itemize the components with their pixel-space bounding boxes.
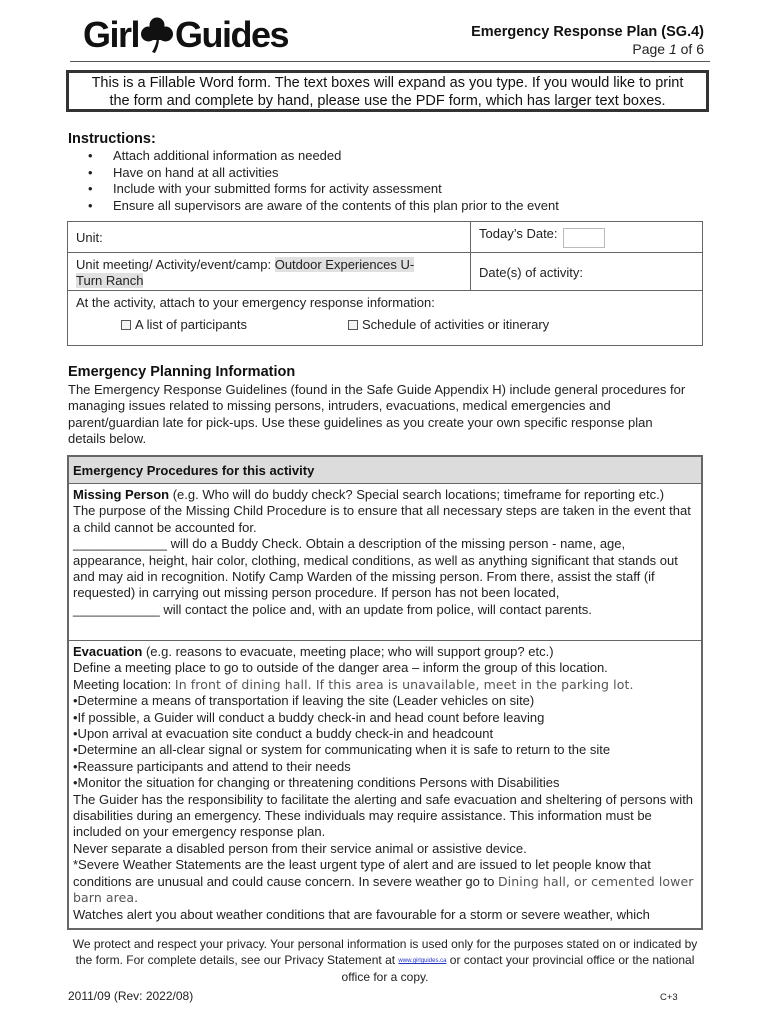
planning-heading: Emergency Planning Information (68, 364, 296, 380)
fillable-form-notice: This is a Fillable Word form. The text boxes will expand as you type. If you would like to print the form and complete by hand, please use the PDF form, which has larger text boxes. (66, 70, 709, 112)
document-title: Emergency Response Plan (SG.4) (471, 24, 704, 40)
meeting-location-label: Meeting location: (73, 676, 175, 692)
activity-value[interactable]: Outdoor Experiences U- (274, 257, 415, 272)
privacy-statement: We protect and respect your privacy. Your personal information is used only for the purposes stated on or indicated by the form. For complete details, see our Privacy Statement at www.girlguides.ca or contact your provincial office or the national office for a copy. (72, 937, 698, 984)
logo-text-guides: Guides (175, 14, 289, 55)
activity-field[interactable] (68, 253, 471, 291)
checkbox-icon[interactable] (348, 320, 358, 330)
bullet-icon: • (88, 197, 93, 213)
evacuation-title: Evacuation (73, 644, 143, 659)
bullet-icon: • (88, 148, 93, 163)
girl-guides-logo (83, 16, 288, 54)
evac-bullet: •Monitor the situation for changing or threatening conditions Persons with Disabilities (73, 775, 560, 791)
buddy-check-blank[interactable]: _____________ (73, 536, 167, 552)
girlguides-link[interactable]: www.girlguides.ca (398, 957, 447, 964)
evac-bullet: •If possible, a Guider will conduct a buddy check-in and head count before leaving (73, 709, 545, 725)
trefoil-icon (140, 16, 174, 54)
watches-text: Watches alert you about weather conditions that are favourable for a storm or severe weather, which (73, 906, 650, 922)
instructions-heading: Instructions: (68, 131, 156, 147)
bullet-icon: • (88, 181, 93, 196)
activity-info-table (67, 221, 703, 346)
missing-person-title: Missing Person (73, 487, 170, 502)
evacuation-section[interactable]: Evacuation (e.g. reasons to evacuate, meeting place; who will support group? etc.) Define a meeting place to go to outside of the danger area – inform the group of this location. Meeting location: In front of dining hall. If this area is unavailable, meet in the parking lot. •Determine a means of transportation if leaving the site (Leader vehicles on site) •If possible, a Guider will conduct a buddy check-in and head count before leaving •Upon arrival at evacuation site conduct a buddy check-in and headcount •Determine an all-clear signal or system for communicating when it is safe to return to the site •Reassure participants and attend to their needs •Monitor the situation for changing or threatening conditions Persons with Disabilities The Guider has the responsibility to facilitate the alerting and safe evacuation and sheltering of persons with disabilities during an emergency. These individuals may require assistance. This information must be included on your emergency response plan. Never separate a disabled person from their service animal or assistive device. *Severe Weather Statements are the least urgent type of alert and are issued to let people know that conditions are unusual and could cause concern. In severe weather go to Dining hall, or cemented lower barn area. Watches alert you about weather conditions that are favourable for a storm or severe weather, which (69, 640, 701, 923)
meeting-location-value[interactable]: In front of dining hall. If this area is unavailable, meet in the parking lot. (174, 676, 634, 692)
page-number: Page 1 of 6 (632, 41, 704, 57)
evac-bullet: •Determine an all-clear signal or system for communicating when it is safe to return to the site (73, 742, 611, 758)
evac-bullet: •Upon arrival at evacuation site conduct a buddy check-in and headcount (73, 726, 494, 742)
current-page: 1 (668, 41, 677, 57)
list-item: • Have on hand at all activities (88, 164, 279, 180)
missing-person-section[interactable]: Missing Person (e.g. Who will do buddy check? Special search locations; timeframe for reporting etc.) The purpose of the Missing Child Procedure is to ensure that all necessary steps are taken in the event that a child cannot be accounted for. _____________ will do a Buddy Check. Obtain a description of the missing person - name, age, appearance, height, hair color, clothing, medical conditions, as well as anything significant that stands out and may aid in recognition. Notify Camp Warden of the missing person. From there, assist the staff (if requested) in carrying out missing person procedure. If person has not been located, ____________ will contact the police and, with an update from police, will contact parents. (69, 484, 701, 640)
list-item: • Attach additional information as needed (88, 148, 342, 163)
revision-date: 2011/09 (Rev: 2022/08) (68, 989, 194, 1003)
severe-weather-location[interactable]: Dining hall, or cemented lower barn area (73, 873, 694, 906)
unit-field[interactable] (68, 222, 471, 253)
guider-responsibility-text: The Guider has the responsibility to facilitate the alerting and safe evacuation and sheltering of persons with disabilities during an emergency. These individuals may require assistance. This information must be included on your emergency response plan. (73, 791, 694, 840)
activity-dates-label: Date(s) of activity: (479, 265, 584, 280)
procedures-table (67, 455, 703, 930)
checkbox-icon[interactable] (121, 320, 131, 330)
attachments-cell (68, 291, 703, 346)
evac-bullet: •Determine a means of transportation if leaving the site (Leader vehicles on site) (73, 693, 535, 709)
instructions-list (88, 148, 559, 214)
header-divider (70, 61, 710, 62)
activity-label: Unit meeting/ Activity/event/camp: (76, 257, 272, 272)
logo-text-girl: Girl (83, 14, 140, 55)
service-animal-text: Never separate a disabled person from their service animal or assistive device. (73, 840, 527, 856)
evac-bullet: •Reassure participants and attend to their needs (73, 758, 351, 774)
schedule-checkbox[interactable]: Schedule of activities or itinerary (348, 317, 549, 332)
form-code: C+3 (660, 992, 678, 1003)
list-item: • Include with your submitted forms for activity assessment (88, 181, 442, 196)
procedures-header: Emergency Procedures for this activity (69, 457, 701, 484)
missing-person-purpose: The purpose of the Missing Child Procedure is to ensure that all necessary steps are taken in the event that a child cannot be accounted for. (73, 503, 691, 535)
bullet-icon: • (88, 164, 93, 180)
today-date-cell (471, 222, 703, 253)
today-date-label: Today’s Date: (479, 226, 558, 241)
attachments-label: At the activity, attach to your emergency response information: (76, 295, 435, 310)
document-header (0, 0, 770, 64)
activity-value-cont[interactable]: Turn Ranch (76, 273, 144, 288)
unit-label: Unit: (76, 230, 103, 245)
participants-list-checkbox[interactable]: A list of participants (121, 317, 247, 332)
activity-dates-field[interactable] (471, 253, 703, 291)
police-contact-blank[interactable]: ____________ (73, 601, 160, 617)
list-item: • Ensure all supervisors are aware of the contents of this plan prior to the event (88, 197, 559, 213)
planning-text: The Emergency Response Guidelines (found in the Safe Guide Appendix H) include general procedures for managing issues related to missing persons, intruders, evacuations, medical emergencies and parent/guardian late for pick-ups. Use these guidelines as you create your own specific response plan details below. (68, 382, 686, 446)
today-date-input[interactable] (563, 228, 605, 248)
